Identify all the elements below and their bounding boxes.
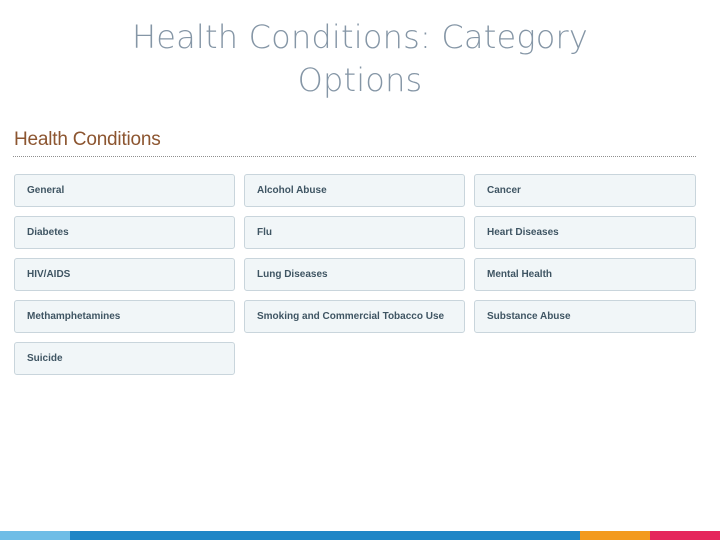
slide-title xyxy=(0,16,720,102)
category-button-mental-health[interactable]: Mental Health xyxy=(474,258,696,291)
category-button-heart-diseases[interactable]: Heart Diseases xyxy=(474,216,696,249)
category-button-smoking-tobacco[interactable]: Smoking and Commercial Tobacco Use xyxy=(244,300,465,333)
category-button-flu[interactable]: Flu xyxy=(244,216,465,249)
footer-segment-orange xyxy=(580,531,650,540)
category-button-hiv-aids[interactable]: HIV/AIDS xyxy=(14,258,235,291)
category-button-methamphetamines[interactable]: Methamphetamines xyxy=(14,300,235,333)
slide-title-line-1: Health Conditions: Category xyxy=(131,18,589,56)
footer-segment-blue xyxy=(70,531,580,540)
category-button-cancer[interactable]: Cancer xyxy=(474,174,696,207)
category-button-general[interactable]: General xyxy=(14,174,235,207)
category-button-alcohol-abuse[interactable]: Alcohol Abuse xyxy=(244,174,465,207)
footer-color-bar xyxy=(0,531,720,540)
heading-divider xyxy=(13,156,696,157)
category-button-substance-abuse[interactable]: Substance Abuse xyxy=(474,300,696,333)
section-heading: Health Conditions xyxy=(14,129,161,150)
slide-title-line-2: Options xyxy=(297,61,423,99)
category-button-suicide[interactable]: Suicide xyxy=(14,342,235,375)
footer-segment-light-blue xyxy=(0,531,70,540)
category-button-lung-diseases[interactable]: Lung Diseases xyxy=(244,258,465,291)
footer-segment-pink xyxy=(650,531,720,540)
category-grid xyxy=(14,174,696,375)
category-button-diabetes[interactable]: Diabetes xyxy=(14,216,235,249)
